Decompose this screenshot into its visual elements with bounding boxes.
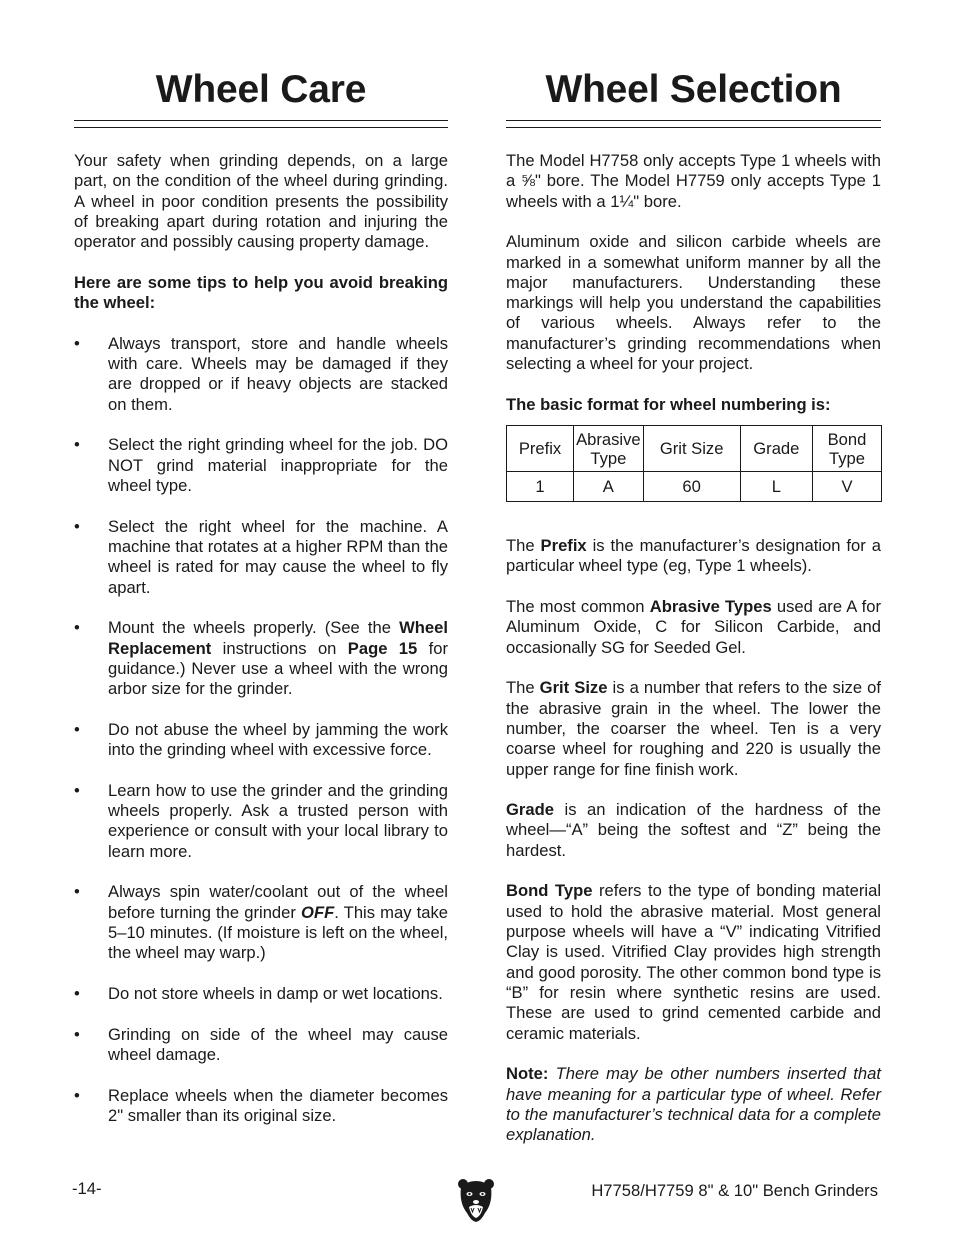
table-header-cell: Prefix	[507, 426, 574, 472]
list-item: • Select the right wheel for the machine. A machine that rotates at a higher RPM than the wheel is rated for may cause the wheel to fly apart.	[74, 516, 448, 597]
bullet-icon: •	[74, 1085, 80, 1105]
bullet-icon: •	[74, 618, 80, 638]
page-number: -14-	[72, 1179, 102, 1198]
note-paragraph: Note: There may be other numbers inserted that have meaning for a particular type of wheel. Refer to the manufacturer’s technical data for a complete explanation.	[506, 1064, 881, 1145]
format-heading: The basic format for wheel numbering is:	[506, 394, 831, 414]
title-rule	[506, 120, 881, 128]
bullet-icon: •	[74, 333, 80, 353]
list-item: • Always transport, store and handle wheels with care. Wheels may be damaged if they are dropped or if heavy objects are stacked on them.	[74, 333, 448, 414]
list-item: • Grinding on side of the wheel may cause wheel damage.	[74, 1024, 448, 1064]
table-cell: L	[740, 472, 812, 502]
bullet-icon: •	[74, 719, 80, 739]
list-item: • Learn how to use the grinder and the grinding wheels properly. Ask a trusted person with experience or consult with your local library to learn more.	[74, 780, 448, 861]
table-cell: 1	[507, 472, 574, 502]
table-header-cell: Grit Size	[643, 426, 740, 472]
bear-head-logo-icon	[457, 1177, 495, 1223]
bullet-icon: •	[74, 984, 80, 1004]
grade-paragraph: Grade is an indication of the hardness of the wheel—“A” being the softest and “Z” being the hardest.	[506, 800, 881, 860]
table-row	[507, 472, 882, 502]
wheel-numbering-table	[506, 425, 882, 502]
list-item: • Always spin water/coolant out of the wheel before turning the grinder OFF. This may take 5–10 minutes. (If moisture is left on the wheel, the wheel may warp.)	[74, 882, 449, 963]
bond-paragraph: Bond Type refers to the type of bonding material used to hold the abrasive material. Most general purpose wheels will have a “V” indicating Vitrified Clay is used. Vitrified Clay provides high strength and good porosity. The other common bond type is “B” for resin where synthetic resins are used. These are used to grind cemented carbide and ceramic materials.	[506, 881, 881, 1043]
title-rule	[74, 120, 448, 128]
bullet-icon: •	[74, 516, 80, 536]
bullet-icon: •	[74, 882, 80, 902]
list-item: • Mount the wheels properly. (See the Wheel Replacement instructions on Page 15 for guidance.) Never use a wheel with the wrong arbor size for the grinder.	[74, 618, 448, 699]
table-cell: A	[574, 472, 644, 502]
table-header-cell: Grade	[740, 426, 812, 472]
bullet-icon: •	[74, 780, 80, 800]
table-header-cell: Bond Type	[813, 426, 882, 472]
wheel-care-intro: Your safety when grinding depends, on a large part, on the condition of the wheel during grinding. A wheel in poor condition presents the possibility of breaking apart during rotation and injuring the operator and possibly causing property damage.	[74, 151, 448, 252]
bore-paragraph: The Model H7758 only accepts Type 1 wheels with a ⅝" bore. The Model H7759 only accepts Type 1 wheels with a 1¼" bore.	[506, 151, 881, 211]
bullet-icon: •	[74, 435, 80, 455]
prefix-paragraph: The Prefix is the manufacturer’s designation for a particular wheel type (eg, Type 1 wheels).	[506, 536, 881, 576]
page-ref: Page 15	[347, 638, 418, 658]
list-item: • Select the right grinding wheel for the job. DO NOT grind material inappropriate for the wheel type.	[74, 435, 448, 496]
wheel-care-column	[74, 66, 448, 1147]
list-item: • Replace wheels when the diameter becomes 2" smaller than its original size.	[74, 1085, 448, 1125]
tips-heading: Here are some tips to help you avoid breaking the wheel:	[74, 272, 448, 313]
document-title-footer: H7758/H7759 8" & 10" Bench Grinders	[591, 1181, 878, 1200]
grit-paragraph: The Grit Size is a number that refers to the size of the abrasive grain in the wheel. The lower the number, the coarser the wheel. Ten is a very coarse wheel for roughing and 220 is usually the upper range for fine finish work.	[506, 678, 881, 779]
bullet-icon: •	[74, 1024, 80, 1044]
wheel-selection-title: Wheel Selection	[545, 68, 842, 111]
abrasive-paragraph: The most common Abrasive Types used are A for Aluminum Oxide, C for Silicon Carbide, and occasionally SG for Seeded Gel.	[506, 597, 882, 657]
table-cell: V	[813, 472, 882, 502]
wheel-selection-column	[506, 66, 881, 1166]
markings-paragraph: Aluminum oxide and silicon carbide wheels are marked in a somewhat uniform manner by all the major manufacturers. Understanding these markings will help you understand the capabilities of various wheels. Always refer to the manufacturer’s grinding recommendations when selecting a wheel for your project.	[506, 232, 881, 374]
wheel-replacement-ref: Wheel Replacement	[108, 618, 448, 658]
tips-list	[74, 334, 448, 1126]
list-item: • Do not abuse the wheel by jamming the work into the grinding wheel with excessive force.	[74, 719, 448, 760]
off-emphasis: OFF	[301, 902, 335, 922]
list-item: • Do not store wheels in damp or wet locations.	[74, 984, 443, 1004]
table-header-row	[507, 426, 882, 472]
wheel-care-title: Wheel Care	[155, 68, 367, 111]
table-cell: 60	[643, 472, 740, 502]
table-header-cell: Abrasive Type	[574, 426, 644, 472]
